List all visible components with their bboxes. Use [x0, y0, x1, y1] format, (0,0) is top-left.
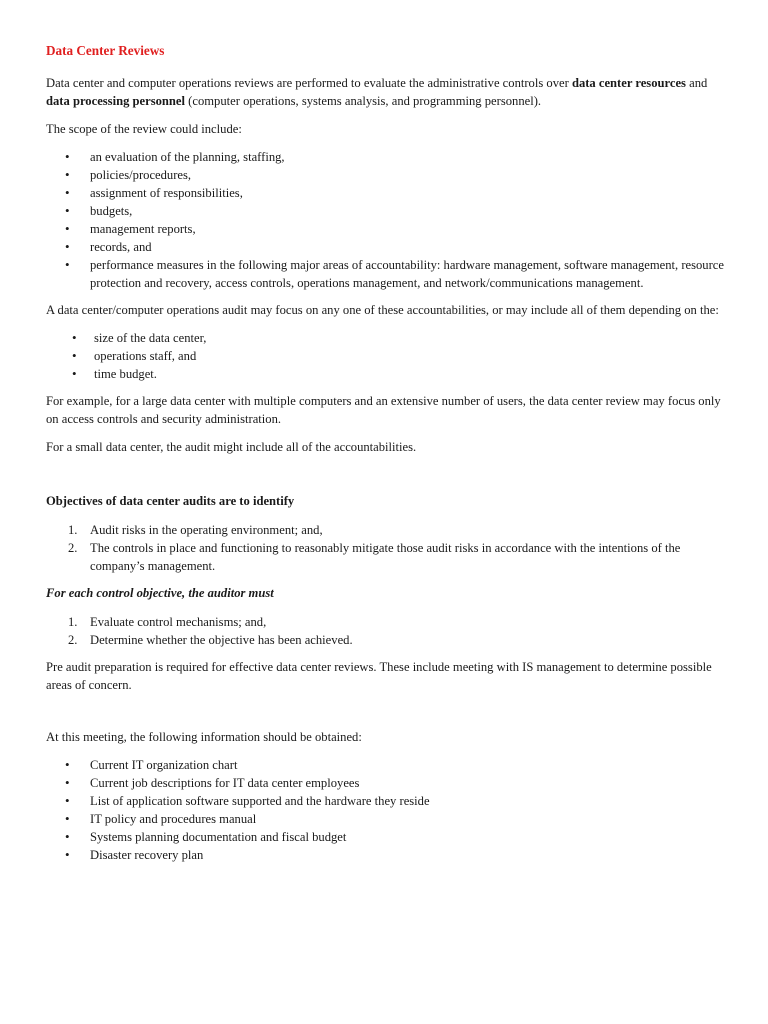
list-item: • assignment of responsibilities,	[46, 184, 726, 202]
list-text: Audit risks in the operating environment; and,	[90, 523, 323, 537]
list-text: Evaluate control mechanisms; and,	[90, 615, 267, 629]
intro-paragraph	[46, 74, 726, 110]
document-page	[46, 42, 726, 873]
document-title: Data Center Reviews	[46, 43, 165, 58]
list-item: • operations staff, and	[46, 347, 726, 365]
spacer	[46, 466, 726, 492]
list-number: 1.	[68, 615, 78, 629]
intro-bold-personnel: data processing personnel	[46, 94, 186, 108]
list-number: 1.	[68, 523, 78, 537]
list-item	[46, 613, 726, 631]
example-paragraph: For example, for a large data center with multiple computers and an extensive number of users, the data center review may focus only on access controls and security administration.	[46, 394, 721, 426]
intro-text: (computer operations, systems analysis, and programming personnel).	[185, 94, 542, 108]
objectives-heading: Objectives of data center audits are to identify	[46, 494, 295, 508]
list-item: • List of application software supported and the hardware they reside	[46, 792, 726, 810]
list-item: • Systems planning documentation and fiscal budget	[46, 828, 726, 846]
spacer	[46, 704, 726, 728]
list-item: • Current IT organization chart	[46, 756, 726, 774]
intro-text: and	[685, 76, 708, 90]
list-item: • budgets,	[46, 202, 726, 220]
list-number: 2.	[68, 541, 78, 555]
list-item	[46, 631, 726, 649]
list-item	[46, 539, 726, 575]
depend-list	[46, 329, 726, 383]
list-item: • performance measures in the following major areas of accountability: hardware management, software management, resource protection and recovery, access controls, operations management, and network/communications management.	[46, 256, 726, 292]
meeting-list	[46, 756, 726, 864]
list-item: • time budget.	[46, 365, 726, 383]
list-item: • records, and	[46, 238, 726, 256]
list-text: The controls in place and functioning to reasonably mitigate those audit risks in accordance with the intentions of the company’s management.	[90, 541, 681, 573]
scope-intro: The scope of the review could include:	[46, 122, 242, 136]
scope-list	[46, 148, 726, 292]
focus-paragraph: A data center/computer operations audit may focus on any one of these accountabilities, or may include all of them depending on the:	[46, 303, 719, 317]
list-item: • Disaster recovery plan	[46, 846, 726, 864]
list-item: • size of the data center,	[46, 329, 726, 347]
list-item: • management reports,	[46, 220, 726, 238]
auditor-heading: For each control objective, the auditor must	[46, 586, 274, 600]
list-text: Determine whether the objective has been achieved.	[90, 633, 353, 647]
small-center-paragraph: For a small data center, the audit might include all of the accountabilities.	[46, 440, 417, 454]
intro-text: Data center and computer operations reviews are performed to evaluate the administrative controls over	[46, 76, 572, 90]
objectives-list	[46, 521, 726, 575]
auditor-steps-list	[46, 613, 726, 649]
list-number: 2.	[68, 633, 78, 647]
list-item: • policies/procedures,	[46, 166, 726, 184]
intro-bold-resources: data center resources	[571, 76, 686, 90]
list-item: • an evaluation of the planning, staffing,	[46, 148, 726, 166]
list-item	[46, 521, 726, 539]
meeting-paragraph: At this meeting, the following information should be obtained:	[46, 730, 362, 744]
list-item: • IT policy and procedures manual	[46, 810, 726, 828]
preaudit-paragraph: Pre audit preparation is required for effective data center reviews. These include meeting with IS management to determine possible areas of concern.	[46, 660, 712, 692]
list-item: • Current job descriptions for IT data center employees	[46, 774, 726, 792]
